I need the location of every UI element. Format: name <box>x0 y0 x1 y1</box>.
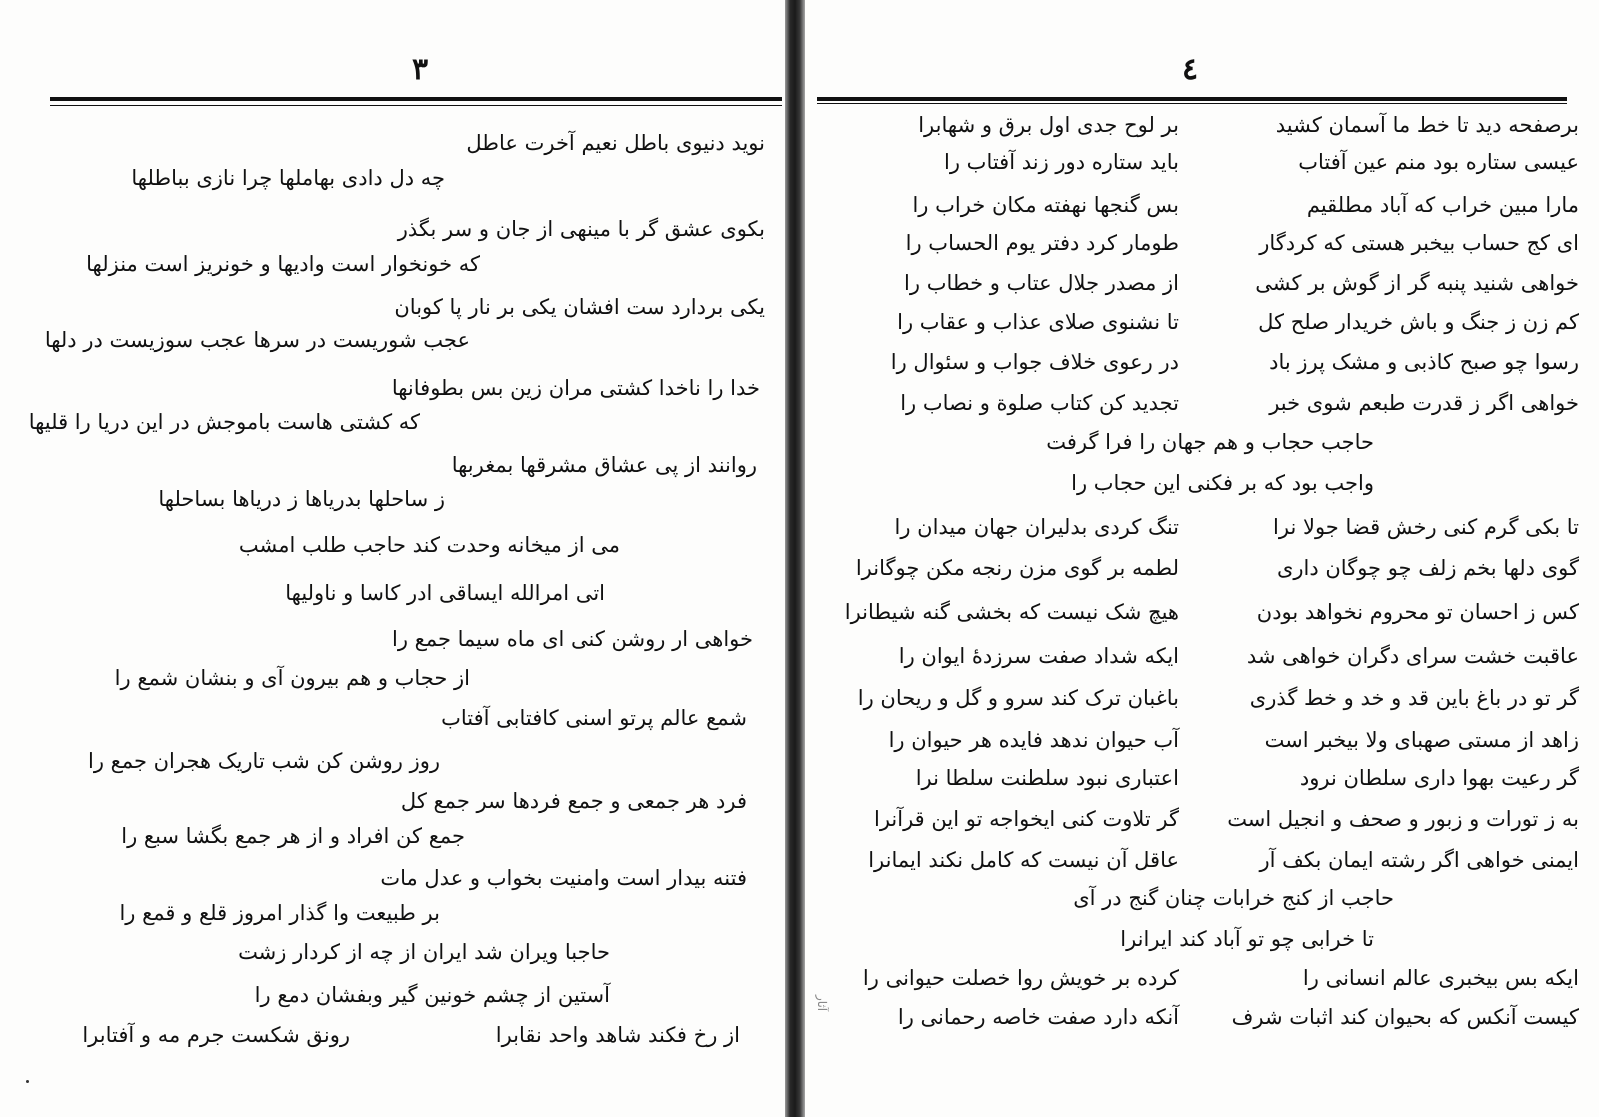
hemistich-first: تا بکی گرم کنی رخش قضا جولا نرا <box>1273 515 1579 539</box>
hemistich-second: باغبان ترک کند سرو و گل و ریحان را <box>857 686 1179 710</box>
hemistich-second: بر لوح جدی اول برق و شهابرا <box>918 113 1179 137</box>
hemistich-second: کرده بر خویش روا خصلت حیوانی را <box>862 966 1179 990</box>
hemistich-second: عاقل آن نیست که کامل نکند ایمانرا <box>868 848 1179 872</box>
hemistich-first: به ز تورات و زبور و صحف و انجیل است <box>1227 807 1579 831</box>
hemistich-second: تنگ کردی بدلیران جهان میدان را <box>894 515 1179 539</box>
verse-line: از رخ فکند شاهد واحد نقابرا <box>495 1023 740 1047</box>
hemistich-second: اعتباری نبود سلطنت سلطا نرا <box>915 766 1179 790</box>
hemistich-first: کیست آنکس که بحیوان کند اثبات شرف <box>1231 1005 1579 1029</box>
hemistich-second: تا نشنوی صلای عذاب و عقاب را <box>897 310 1179 334</box>
centered-verse: واجب بود که بر فکنی این حجاب را <box>1071 471 1374 495</box>
hemistich-second: آنکه دارد صفت خاصه رحمانی را <box>897 1005 1179 1029</box>
verse-line: حاجبا ویران شد ایران از چه از کردار زشت <box>238 940 610 964</box>
hemistich-first: عیسی ستاره بود منم عین آفتاب <box>1298 150 1579 174</box>
hemistich-second: طومار کرد دفتر یوم الحساب را <box>905 231 1179 255</box>
hemistich-second: لطمه بر گوی مزن رنجه مکن چوگانرا <box>855 556 1179 580</box>
hemistich-first: مارا مبین خراب که آباد مطلقیم <box>1306 193 1579 217</box>
hemistich-first: زاهد از مستی صهبای ولا بیخبر است <box>1264 728 1579 752</box>
hemistich-second: تجدید کن کتاب صلوة و نصاب را <box>900 391 1179 415</box>
verse-line: می از میخانه وحدت کند حاجب طلب امشب <box>238 533 620 557</box>
hemistich-first: ایکه بس بیخبری عالم انسانی را <box>1302 966 1579 990</box>
verse-line: ز ساحلها بدریاها ز دریاها بساحلها <box>158 487 445 511</box>
ink-speck <box>26 1080 29 1083</box>
hemistich-first: ایمنی خواهی اگر رشته ایمان بکف آر <box>1259 848 1579 872</box>
verse-line: روانند از پی عشاق مشرقها بمغربها <box>451 453 757 477</box>
hemistich-second: آب حیوان ندهد فایده هر حیوان را <box>888 728 1179 752</box>
verse-line: روز روشن کن شب تاریک هجران جمع را <box>88 749 440 773</box>
header-rule-thin <box>817 103 1567 104</box>
verse-line: که خونخوار است وادیها و خونریز است منزلها <box>86 252 480 276</box>
verse-line: از حجاب و هم بیرون آی و بنشان شمع را <box>114 666 470 690</box>
verse-line: نوید دنیوی باطل نعیم آخرت عاطل <box>466 131 765 155</box>
header-rule <box>50 97 782 101</box>
margin-note: آثار <box>815 995 829 1012</box>
centered-verse: حاجب از کنج خرابات چنان گنج در آی <box>1073 886 1394 910</box>
verse-line: رونق شکست جرم مه و آفتابرا <box>82 1023 350 1047</box>
header-rule <box>817 97 1567 101</box>
verse-line: جمع کن افراد و از هر جمع بگشا سبع را <box>121 824 465 848</box>
hemistich-second: ایکه شداد صفت سرزدهٔ ایوان را <box>898 644 1179 668</box>
verse-line: بر طبیعت وا گذار امروز قلع و قمع را <box>119 901 440 925</box>
verse-line: خواهی ار روشن کنی ای ماه سیما جمع را <box>392 627 753 651</box>
verse-line: یکی بردارد ست افشان یکی بر نار پا کوبان <box>394 295 765 319</box>
hemistich-first: کس ز احسان تو محروم نخواهد بودن <box>1256 600 1579 624</box>
hemistich-second: بس گنجها نهفته مکان خراب را <box>912 193 1179 217</box>
hemistich-first: ای کج حساب بیخبر هستی که کردگار <box>1259 231 1579 255</box>
hemistich-second: از مصدر جلال عتاب و خطاب را <box>904 271 1179 295</box>
verse-line: چه دل دادی بهاملها چرا نازی بباطلها <box>131 166 445 190</box>
verse-line: آستین از چشم خونین گیر وبفشان دمع را <box>254 983 610 1007</box>
centered-verse: حاجب حجاب و هم جهان را فرا گرفت <box>1046 430 1374 454</box>
verse-line: فرد هر جمعی و جمع فردها سر جمع کل <box>400 789 747 813</box>
left-page-number: ۳ <box>411 52 429 87</box>
hemistich-second: در رعوی خلاف جواب و سئوال را <box>890 350 1179 374</box>
hemistich-second: گر تلاوت کنی ایخواجه تو این قرآنرا <box>873 807 1179 831</box>
header-rule-thin <box>50 105 782 106</box>
hemistich-first: رسوا چو صبح کاذبی و مشک پرز باد <box>1269 350 1579 374</box>
book-gutter <box>785 0 805 1117</box>
verse-line: خدا را ناخدا کشتی مران زین بس بطوفانها <box>391 376 760 400</box>
right-page <box>805 0 1599 1117</box>
verse-line: فتنه بیدار است وامنیت بخواب و عدل مات <box>380 866 747 890</box>
verse-line: اتی امرالله ایساقی ادر کاسا و ناولیها <box>285 581 605 605</box>
verse-line: شمع عالم پرتو اسنی کافتابی آفتاب <box>441 706 747 730</box>
hemistich-second: هیچ شک نیست که بخشی گنه شیطانرا <box>844 600 1179 624</box>
hemistich-first: گوی دلها بخم زلف چو چوگان داری <box>1276 556 1579 580</box>
left-page <box>0 0 785 1117</box>
hemistich-first: گر تو در باغ باین قد و خد و خط گذری <box>1249 686 1579 710</box>
hemistich-second: باید ستاره دور زند آفتاب را <box>944 150 1179 174</box>
right-page-number: ٤ <box>1181 52 1199 87</box>
verse-line: که کشتی هاست باموجش در این دریا را قلیها <box>28 410 420 434</box>
hemistich-first: خواهی شنید پنبه گر از گوش بر کشی <box>1255 271 1579 295</box>
hemistich-first: خواهی اگر ز قدرت طبعم شوی خبر <box>1269 391 1579 415</box>
hemistich-first: عاقبت خشت سرای دگران خواهی شد <box>1246 644 1579 668</box>
verse-line: بکوی عشق گر با مینهی از جان و سر بگذر <box>397 217 765 241</box>
hemistich-first: کم زن ز جنگ و باش خریدار صلح کل <box>1258 310 1579 334</box>
verse-line: عجب شوریست در سرها عجب سوزیست در دلها <box>44 328 470 352</box>
centered-verse: تا خرابی چو تو آباد کند ایرانرا <box>1120 927 1374 951</box>
hemistich-first: گر رعیت بهوا داری سلطان نرود <box>1299 766 1579 790</box>
hemistich-first: برصفحه دید تا خط ما آسمان کشید <box>1275 113 1579 137</box>
